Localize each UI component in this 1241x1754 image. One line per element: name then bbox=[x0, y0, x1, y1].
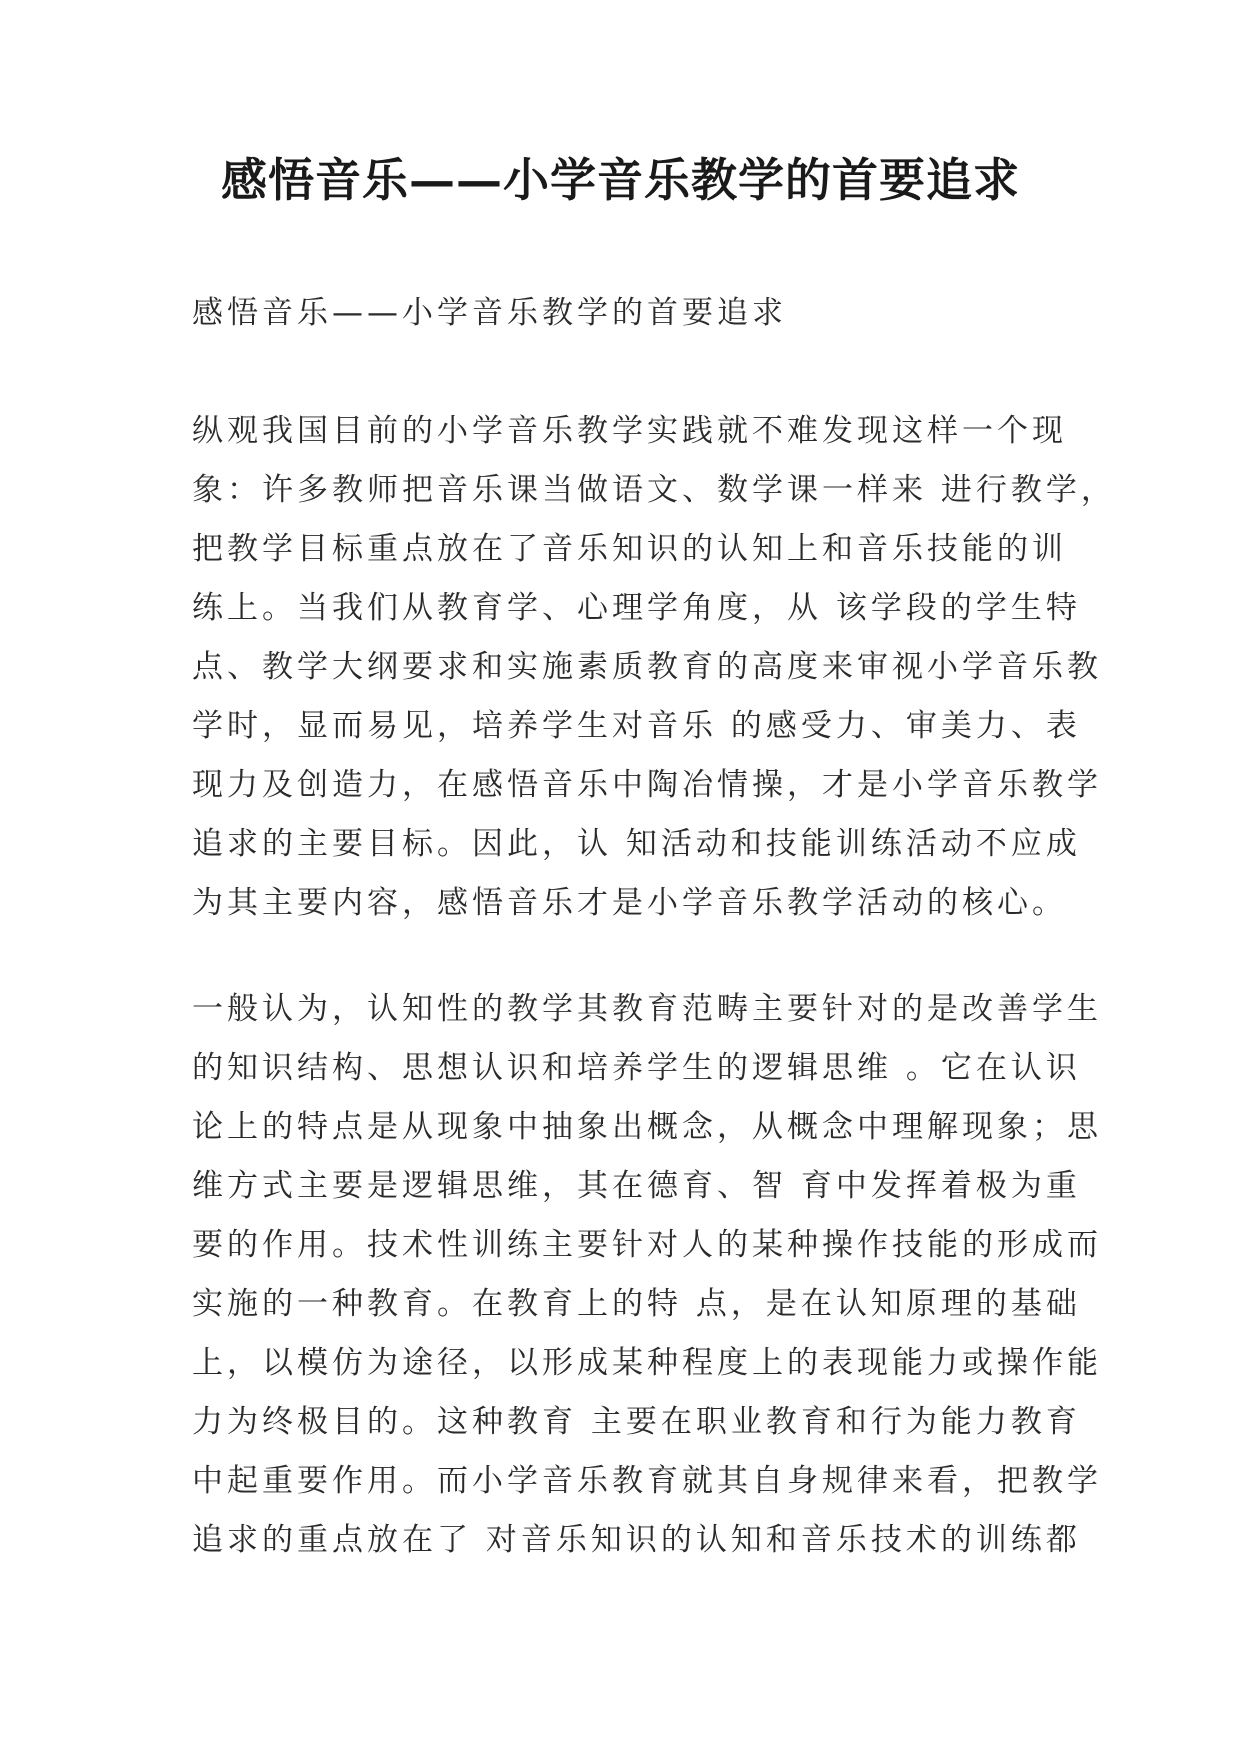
paragraph-line: 上，以模仿为途径，以形成某种程度上的表现能力或操作能 bbox=[192, 1345, 1102, 1381]
paragraph-line: 把教学目标重点放在了音乐知识的认知上和音乐技能的训 bbox=[192, 531, 1067, 567]
paragraph-line: 的知识结构、思想认识和培养学生的逻辑思维 。它在认识 bbox=[192, 1050, 1081, 1086]
paragraph-line: 维方式主要是逻辑思维，其在德育、智 育中发挥着极为重 bbox=[192, 1168, 1081, 1204]
document-title: 感悟音乐——小学音乐教学的首要追求 bbox=[221, 153, 1020, 207]
paragraph-line: 论上的特点是从现象中抽象出概念，从概念中理解现象；思 bbox=[192, 1109, 1102, 1145]
paragraph-line: 纵观我国目前的小学音乐教学实践就不难发现这样一个现 bbox=[192, 413, 1067, 449]
paragraph-line: 一般认为，认知性的教学其教育范畴主要针对的是改善学生 bbox=[192, 991, 1102, 1027]
paragraph-line: 实施的一种教育。在教育上的特 点，是在认知原理的基础 bbox=[192, 1286, 1081, 1322]
paragraph-line: 力为终极目的。这种教育 主要在职业教育和行为能力教育 bbox=[192, 1404, 1081, 1440]
paragraph-line: 象：许多教师把音乐课当做语文、数学课一样来 进行教学， bbox=[192, 472, 1116, 508]
paragraph-line: 为其主要内容，感悟音乐才是小学音乐教学活动的核心。 bbox=[192, 885, 1067, 921]
document-subtitle: 感悟音乐——小学音乐教学的首要追求 bbox=[192, 295, 787, 331]
paragraph-line: 追求的重点放在了 对音乐知识的认知和音乐技术的训练都 bbox=[192, 1522, 1081, 1558]
paragraph-line: 学时，显而易见，培养学生对音乐 的感受力、审美力、表 bbox=[192, 708, 1081, 744]
paragraph-line: 现力及创造力，在感悟音乐中陶冶情操，才是小学音乐教学 bbox=[192, 767, 1102, 803]
paragraph-line: 中起重要作用。而小学音乐教育就其自身规律来看，把教学 bbox=[192, 1463, 1102, 1499]
paragraph-line: 点、教学大纲要求和实施素质教育的高度来审视小学音乐教 bbox=[192, 649, 1102, 685]
paragraph-1 bbox=[192, 402, 1116, 933]
paragraph-2 bbox=[192, 980, 1102, 1570]
paragraph-line: 追求的主要目标。因此，认 知活动和技能训练活动不应成 bbox=[192, 826, 1081, 862]
paragraph-line: 要的作用。技术性训练主要针对人的某种操作技能的形成而 bbox=[192, 1227, 1102, 1263]
paragraph-line: 练上。当我们从教育学、心理学角度，从 该学段的学生特 bbox=[192, 590, 1081, 626]
